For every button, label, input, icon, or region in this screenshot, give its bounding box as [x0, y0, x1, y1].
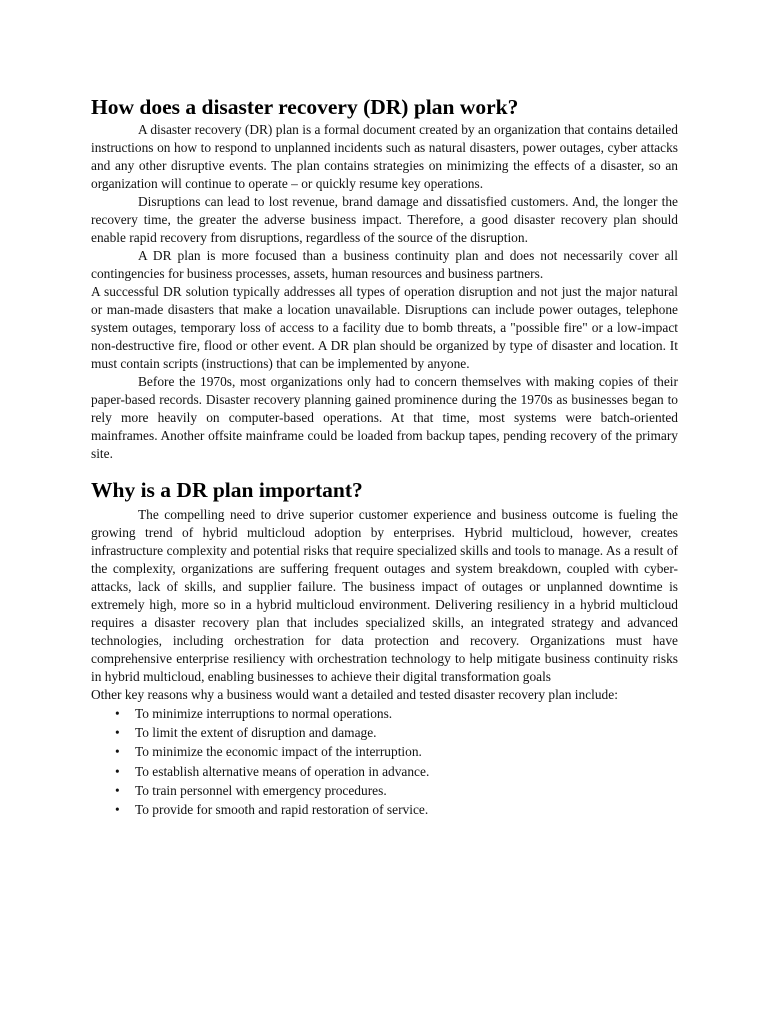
paragraph-successful-dr-solution: A successful DR solution typically addresses all types of operation disruption and not just the major natural or man-made disasters that make a location unavailable. Disruptions can include power outages, telephone system outages, temporary loss of access to a facility due to bomb threats, a "possible fire" or a low-impact non-destructive fire, flood or other event. A DR plan should be organized by type of disaster and location. It must contain scripts (instructions) that can be implemented by anyone. — [91, 284, 678, 371]
paragraph-dr-vs-bcp: A DR plan is more focused than a business continuity plan and does not necessarily cover all contingencies for business processes, assets, human resources and business partners. — [91, 248, 678, 281]
list-item — [91, 742, 678, 761]
list-item — [91, 800, 678, 819]
list-item — [91, 762, 678, 781]
bullet-icon: • — [115, 782, 120, 798]
paragraph-dr-plan-definition: A disaster recovery (DR) plan is a formal document created by an organization that contains detailed instructions on how to respond to unplanned incidents such as natural disasters, power outages, cyber attacks and any other disruptive events. The plan contains strategies on minimizing the effects of a disaster, so an organization will continue to operate – or quickly resume key operations. — [91, 122, 678, 191]
list-item — [91, 704, 678, 723]
document-page — [91, 94, 678, 819]
section-heading-how-dr-plan-works: How does a disaster recovery (DR) plan work? — [91, 95, 519, 119]
bullet-icon: • — [115, 744, 120, 760]
list-item-text: To train personnel with emergency procedures. — [135, 782, 387, 798]
list-item-text: To minimize the economic impact of the interruption. — [135, 744, 422, 760]
paragraph-disruption-impact: Disruptions can lead to lost revenue, brand damage and dissatisfied customers. And, the longer the recovery time, the greater the adverse business impact. Therefore, a good disaster recovery plan should enable rapid recovery from disruptions, regardless of the source of the disruption. — [91, 194, 678, 245]
bullet-icon: • — [115, 725, 120, 741]
list-item-text: To provide for smooth and rapid restoration of service. — [135, 802, 429, 818]
list-item-text: To limit the extent of disruption and damage. — [135, 725, 377, 741]
bullet-icon: • — [115, 802, 120, 818]
bullet-icon: • — [115, 706, 120, 721]
bullet-icon: • — [115, 763, 120, 779]
list-item-text: To establish alternative means of operation in advance. — [135, 763, 430, 779]
list-item — [91, 781, 678, 800]
reasons-bullet-list — [91, 704, 678, 819]
section-heading-why-dr-important: Why is a DR plan important? — [91, 478, 363, 502]
list-item-text: To minimize interruptions to normal operations. — [135, 706, 393, 721]
paragraph-dr-history: Before the 1970s, most organizations only had to concern themselves with making copies of their paper-based records. Disaster recovery planning gained prominence during the 1970s as businesses began to rely more heavily on computer-based operations. At that time, most systems were batch-oriented mainframes. Another offsite mainframe could be loaded from backup tapes, pending recovery of the primary site. — [91, 374, 678, 461]
paragraph-key-reasons-intro: Other key reasons why a business would want a detailed and tested disaster recovery plan include: — [91, 687, 618, 702]
list-item — [91, 723, 678, 742]
paragraph-hybrid-multicloud: The compelling need to drive superior customer experience and business outcome is fueling the growing trend of hybrid multicloud adoption by enterprises. Hybrid multicloud, however, creates infrastructure complexity and potential risks that require specialized skills and tools to manage. As a result of the complexity, organizations are suffering frequent outages and system breakdown, coupled with cyber-attacks, lack of skills, and supplier failure. The business impact of outages or unplanned downtime is extremely high, more so in a hybrid multicloud environment. Delivering resiliency in a hybrid multicloud requires a disaster recovery plan that includes specialized skills, an integrated strategy and advanced technologies, including orchestration for data protection and recovery. Organizations must have comprehensive enterprise resiliency with orchestration technology to help mitigate business continuity risks in hybrid multicloud, enabling businesses to achieve their digital transformation goals — [91, 507, 678, 684]
